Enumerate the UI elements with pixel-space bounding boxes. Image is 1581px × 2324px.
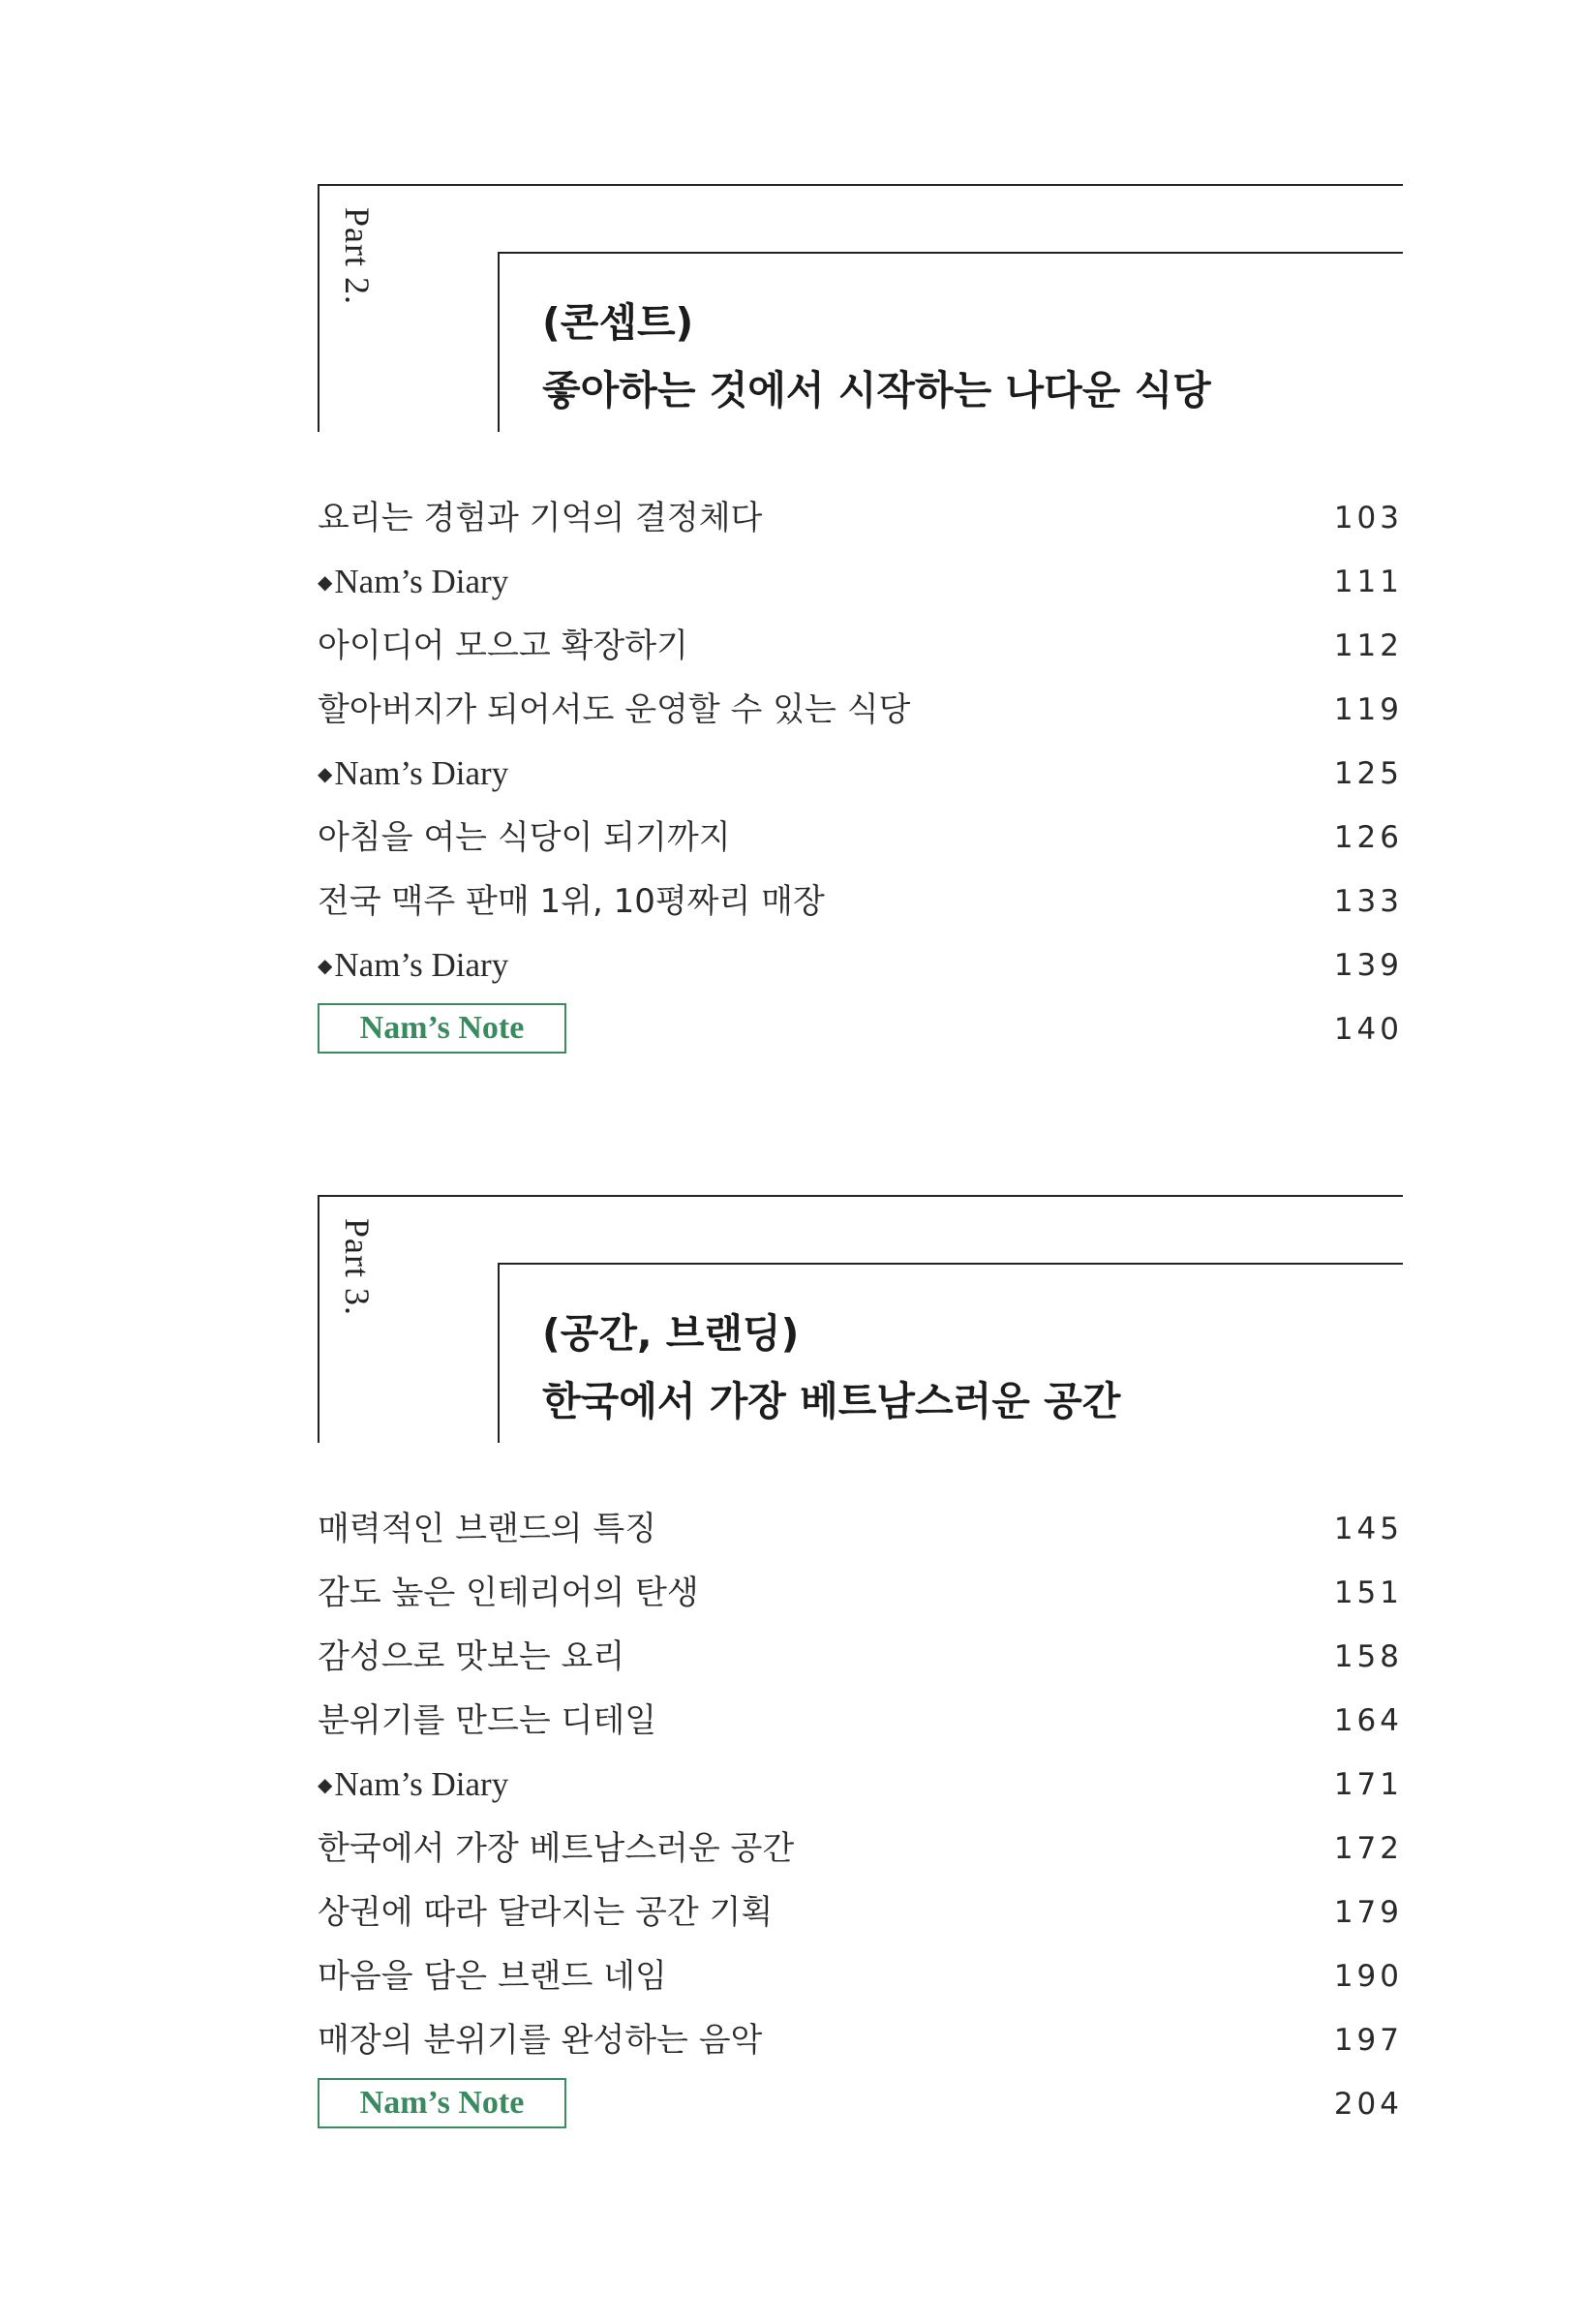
toc-entry-page: 125 [1333,756,1403,791]
toc-entry[interactable] [318,1625,1403,1689]
toc-entry-title [318,933,508,998]
toc-entry-diary[interactable] [318,550,1403,614]
toc-entry-page: 197 [1333,2023,1403,2058]
part-title-line-2: 좋아하는 것에서 시작하는 나다운 식당 [542,367,1211,413]
toc-entry-page: 119 [1333,692,1403,727]
toc-entry[interactable] [318,1689,1403,1753]
toc-entry[interactable] [318,486,1403,550]
toc-entry-note[interactable] [318,2072,1403,2136]
table-of-contents [318,1497,1403,2136]
toc-entry[interactable] [318,1497,1403,1561]
diamond-bullet-icon: ◆ [318,764,333,785]
toc-entry-diary[interactable] [318,742,1403,806]
part-title-line-1: (공간, 브랜딩) [542,1310,800,1357]
part-title-line-2: 한국에서 가장 베트남스러운 공간 [542,1378,1121,1424]
toc-entry[interactable] [318,2008,1403,2072]
diary-label: Nam’s Diary [334,946,509,984]
toc-entry[interactable] [318,1817,1403,1881]
toc-entry-title: 마음을 담은 브랜드 네임 [318,1957,667,1996]
diary-label: Nam’s Diary [334,754,509,792]
toc-entry-page: 204 [1333,2087,1403,2122]
diary-label: Nam’s Diary [334,1765,509,1803]
part-title [542,1300,1120,1435]
diary-label: Nam’s Diary [334,563,509,600]
toc-entry-title: 감도 높은 인테리어의 탄생 [318,1574,699,1612]
toc-entry-title: 매력적인 브랜드의 특징 [318,1510,657,1548]
toc-entry-page: 190 [1333,1959,1403,1994]
toc-entry-title: 요리는 경험과 기억의 결정체다 [318,499,763,537]
toc-entry-page: 112 [1333,628,1403,663]
toc-entry-page: 139 [1333,948,1403,983]
toc-entry-title: 아이디어 모으고 확장하기 [318,627,688,665]
toc-entry-page: 140 [1333,1012,1403,1047]
toc-entry-title: 한국에서 가장 베트남스러운 공간 [318,1829,795,1868]
toc-entry-note[interactable] [318,997,1403,1061]
toc-entry[interactable] [318,1561,1403,1625]
nams-note-badge: Nam’s Note [318,1003,566,1054]
part-2-section [318,184,1403,1047]
toc-entry-page: 179 [1333,1895,1403,1930]
toc-entry-title [318,742,508,807]
diamond-bullet-icon: ◆ [318,956,333,977]
toc-entry-page: 111 [1333,565,1403,599]
toc-entry[interactable] [318,614,1403,678]
toc-entry-page: 133 [1333,884,1403,919]
toc-entry-title: 분위기를 만드는 디테일 [318,1701,657,1740]
toc-entry-title [318,1753,508,1818]
toc-entry-title: 매장의 분위기를 완성하는 음악 [318,2021,763,2060]
toc-entry-title: 전국 맥주 판매 1위, 10평짜리 매장 [318,882,825,921]
part-header [318,184,1403,432]
toc-entry-title: 감성으로 맛보는 요리 [318,1637,625,1676]
table-of-contents [318,486,1403,1061]
toc-entry-page: 145 [1333,1512,1403,1546]
toc-entry-diary[interactable] [318,1753,1403,1817]
toc-entry[interactable] [318,1881,1403,1944]
toc-entry[interactable] [318,870,1403,933]
part-label: Part 2. [338,207,377,305]
toc-entry-title: 할아버지가 되어서도 운영할 수 있는 식당 [318,690,911,729]
toc-entry[interactable] [318,678,1403,742]
toc-entry-page: 158 [1333,1639,1403,1674]
toc-entry-page: 151 [1333,1575,1403,1610]
diamond-bullet-icon: ◆ [318,572,333,594]
toc-entry-title [318,550,508,615]
toc-entry-diary[interactable] [318,933,1403,997]
toc-entry[interactable] [318,806,1403,870]
diamond-bullet-icon: ◆ [318,1775,333,1796]
toc-entry-page: 103 [1333,501,1403,535]
nams-note-badge: Nam’s Note [318,2078,566,2128]
toc-entry-page: 126 [1333,820,1403,855]
toc-entry-title: 아침을 여는 식당이 되기까지 [318,818,731,857]
part-label: Part 3. [338,1218,377,1316]
part-title-line-1: (콘셉트) [542,299,694,346]
part-header [318,1195,1403,1443]
toc-entry-title: 상권에 따라 달라지는 공간 기획 [318,1893,774,1932]
toc-entry-page: 164 [1333,1703,1403,1738]
part-3-section [318,1195,1403,2122]
toc-entry-page: 172 [1333,1831,1403,1866]
toc-entry-page: 171 [1333,1767,1403,1802]
toc-entry[interactable] [318,1944,1403,2008]
part-title [542,289,1211,424]
